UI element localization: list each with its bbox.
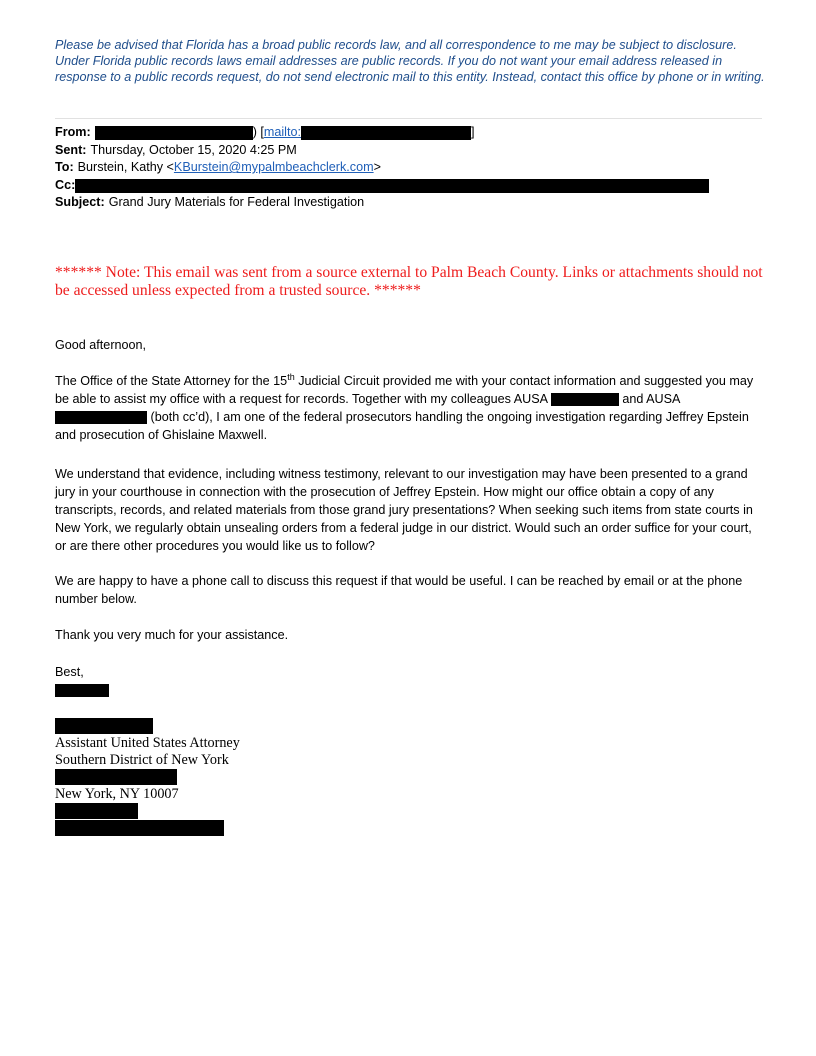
to-row xyxy=(55,159,765,177)
paragraph-thanks: Thank you very much for your assistance. xyxy=(55,628,289,642)
mailto-link[interactable]: mailto: xyxy=(263,125,301,139)
external-source-warning: ****** Note: This email was sent from a source external to Palm Beach County. Links or attachments should not be accessed unless expected from a trusted source. ****** xyxy=(55,264,763,299)
subject-value: Grand Jury Materials for Federal Investigation xyxy=(108,195,365,210)
email-header xyxy=(55,124,765,212)
signature-email-redaction xyxy=(55,820,224,836)
to-email-link[interactable]: KBurstein@mypalmbeachclerk.com xyxy=(173,160,374,175)
cc-redaction xyxy=(75,179,709,193)
to-name: Burstein, Kathy < xyxy=(77,160,174,175)
mailto-open: ) [ xyxy=(252,125,264,139)
signature-address-redaction xyxy=(55,769,177,785)
subject-row xyxy=(55,194,765,212)
ordinal-suffix: th xyxy=(287,371,295,382)
signature-phone-redaction xyxy=(55,803,138,819)
paragraph-request: We understand that evidence, including witness testimony, relevant to our investigation may have been presented to a grand jury in your courthouse in connection with the prosecution of Jeffrey Epstein. How might our office obtain a copy of any transcripts, records, and related materials from those grand jury presentations? When seeking such items from state courts in New York, we regularly obtain unsealing orders from a federal judge in our district. Would such an order suffice for your court, or are there other procedures you would like us to follow? xyxy=(55,467,753,553)
greeting: Good afternoon, xyxy=(55,338,147,352)
from-redaction xyxy=(95,126,253,140)
to-label: To: xyxy=(55,160,74,175)
mailto-close: ] xyxy=(470,125,475,139)
intro-text-a: The Office of the State Attorney for the 15 xyxy=(55,374,288,388)
to-close: > xyxy=(373,160,381,175)
intro-text-b: Judicial Circuit provided me with your contact information and suggested you may be able to assist my office with a request for records. Together with my colleagues AUSA xyxy=(55,374,754,406)
from-row xyxy=(55,124,765,142)
public-records-notice: Please be advised that Florida has a broad public records law, and all correspondence to me may be subject to disclosure. Under Florida public records laws email addresses are public records. If you do not want your email address released in response to a public records request, do not send electronic mail to this entity. Instead, contact this office by phone or in writing. xyxy=(55,38,765,84)
closing: Best, xyxy=(55,665,84,679)
signature-title: Assistant United States Attorney xyxy=(55,735,240,751)
intro-text-c: and AUSA xyxy=(618,392,680,406)
colleague-redaction-1 xyxy=(551,393,619,406)
paragraph-intro xyxy=(55,372,761,444)
sent-label: Sent: xyxy=(55,142,87,157)
sent-value: Thursday, October 15, 2020 4:25 PM xyxy=(90,142,297,157)
signature-city: New York, NY 10007 xyxy=(55,786,179,802)
signature-redaction-2 xyxy=(55,718,153,734)
signature-name-redaction xyxy=(55,684,109,697)
cc-label: Cc: xyxy=(55,177,76,192)
colleague-redaction-2 xyxy=(55,411,147,424)
sent-row xyxy=(55,142,765,160)
cc-row xyxy=(55,177,765,195)
paragraph-phone: We are happy to have a phone call to discuss this request if that would be useful. I can be reached by email or at the phone number below. xyxy=(55,574,743,606)
intro-text-d: (both cc’d), I am one of the federal prosecutors handling the ongoing investigation regarding Jeffrey Epstein and prosecution of Ghislaine Maxwell. xyxy=(55,410,749,442)
header-divider xyxy=(55,118,762,119)
signature-office: Southern District of New York xyxy=(55,752,229,768)
from-label: From: xyxy=(55,125,91,139)
subject-label: Subject: xyxy=(55,195,105,210)
mailto-redaction xyxy=(301,126,471,140)
